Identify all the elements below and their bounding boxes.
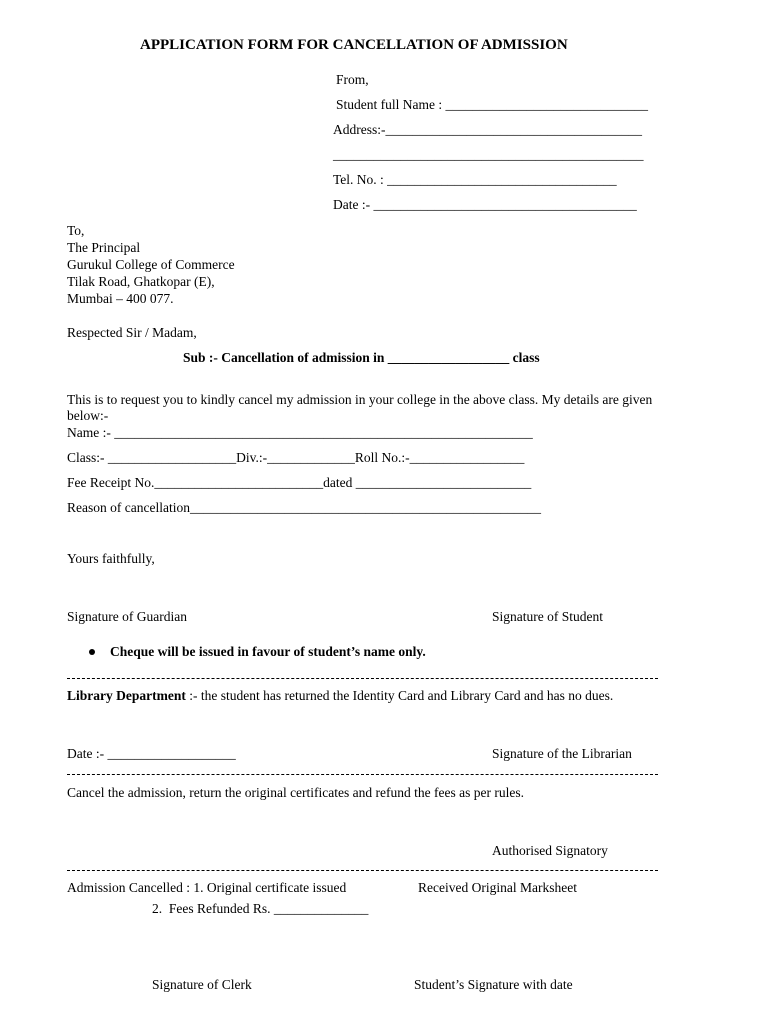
recipient-line: Mumbai – 400 077. [67, 291, 174, 306]
divider [67, 774, 658, 775]
student-signature-date-label: Student’s Signature with date [414, 977, 573, 992]
bullet-icon [89, 649, 95, 655]
clerk-signature-label: Signature of Clerk [152, 977, 252, 992]
subject-line: Sub :- Cancellation of admission in __________________ class [183, 350, 540, 365]
from-label: From, [336, 72, 369, 87]
address-field[interactable]: Address:-______________________________________ [333, 122, 642, 137]
recipient-line: The Principal [67, 240, 141, 255]
recipient-line: Gurukul College of Commerce [67, 257, 235, 272]
page-title: APPLICATION FORM FOR CANCELLATION OF ADMISSION [140, 37, 568, 53]
library-label: Library Department [67, 688, 186, 703]
office-instruction: Cancel the admission, return the original certificates and refund the fees as per rules. [67, 785, 524, 800]
address-line2-field[interactable]: ______________________________________________ [333, 147, 644, 162]
authorised-signatory-label: Authorised Signatory [492, 843, 608, 858]
reason-field[interactable]: Reason of cancellation____________________________________________________ [67, 500, 541, 515]
divider [67, 678, 658, 679]
cheque-note: Cheque will be issued in favour of student’s name only. [110, 644, 426, 659]
divider [67, 870, 658, 871]
fee-receipt-field[interactable]: Fee Receipt No._________________________dated __________________________ [67, 475, 532, 490]
library-text: :- the student has returned the Identity Card and Library Card and has no dues. [185, 688, 614, 703]
student-signature-label: Signature of Student [492, 609, 603, 624]
name-field[interactable]: Name :- ______________________________________________________________ [67, 425, 533, 440]
guardian-signature-label: Signature of Guardian [67, 609, 187, 624]
librarian-signature-label: Signature of the Librarian [492, 746, 632, 761]
recipient-line: Tilak Road, Ghatkopar (E), [67, 274, 215, 289]
body-text: below:- [67, 408, 109, 423]
date-field[interactable]: Date :- _______________________________________ [333, 197, 637, 212]
admission-cancelled-item: Admission Cancelled : 1. Original certificate issued [67, 880, 347, 895]
student-full-name-field[interactable]: Student full Name : ______________________________ [336, 97, 648, 112]
library-date-field[interactable]: Date :- ___________________ [67, 746, 236, 761]
to-label: To, [67, 223, 85, 238]
library-statement [67, 688, 613, 704]
closing: Yours faithfully, [67, 551, 155, 566]
body-text: This is to request you to kindly cancel my admission in your college in the above class. My details are given [67, 392, 653, 407]
received-marksheet-label: Received Original Marksheet [418, 880, 577, 895]
fees-refunded-field[interactable]: 2. Fees Refunded Rs. ______________ [152, 901, 369, 916]
salutation: Respected Sir / Madam, [67, 325, 197, 340]
tel-no-field[interactable]: Tel. No. : __________________________________ [333, 172, 617, 187]
class-div-roll-field[interactable]: Class:- ___________________Div.:-_____________Roll No.:-_________________ [67, 450, 525, 465]
